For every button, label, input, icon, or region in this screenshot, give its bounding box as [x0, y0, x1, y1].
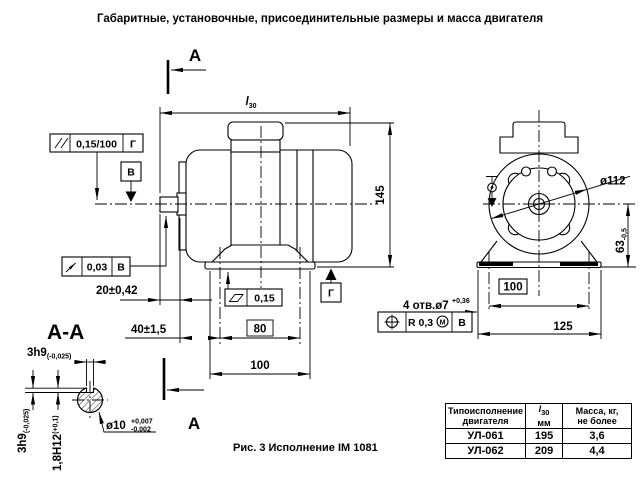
- dim-40: [125, 305, 220, 343]
- cell-model: УЛ-061: [446, 429, 526, 444]
- shaft: [160, 197, 178, 212]
- figure-caption: Рис. 3 Исполнение IM 1081: [233, 442, 378, 454]
- key-width-label: 3h9: [27, 347, 47, 359]
- section-cut-top: [168, 46, 206, 94]
- svg-text:3h9(-0,025): [27, 347, 71, 361]
- key-width-v-label: 3h9: [17, 433, 29, 453]
- runout-frame: [62, 216, 166, 276]
- dim-holes-80: [220, 320, 300, 338]
- header-l30: $l_{30}$ мм: [526, 404, 563, 429]
- key-width-tol: (-0,025): [46, 353, 72, 361]
- dim-axis-height: [601, 204, 636, 267]
- flatness-value: 0,15: [254, 292, 275, 305]
- dim-key-depth: [52, 370, 64, 471]
- dim-40-label: 40±1,5: [131, 324, 167, 336]
- section-letter-bottom: А: [187, 414, 201, 433]
- terminal-box-lid: [228, 122, 283, 140]
- page-title: Габаритные, установочные, присоединительные размеры и масса двигателя: [96, 13, 544, 25]
- datum-g: [321, 269, 341, 303]
- svg-text:l30: [246, 96, 257, 110]
- parallelism-value: 0,15/100: [76, 138, 117, 151]
- table-row: [446, 444, 632, 459]
- dim-shaft-dia: [99, 412, 156, 434]
- svg-text:1,8H12(+0,1): [52, 415, 64, 471]
- header-mass: Масса, кг, не более: [563, 404, 632, 429]
- main-side-view: [50, 46, 394, 433]
- runout-datum: В: [117, 261, 125, 274]
- runout-value: 0,03: [86, 261, 108, 274]
- flatness-frame: [225, 272, 282, 306]
- dim-80-label: 80: [253, 323, 267, 336]
- header-model: Типоисполнение двигателя: [446, 404, 526, 429]
- cell-model: УЛ-062: [446, 444, 526, 459]
- axis-height-tol: -0,5: [621, 228, 629, 241]
- section-a-a: [17, 321, 156, 471]
- section-letter-top: А: [188, 46, 202, 65]
- svg-text:63-0,5: [615, 228, 629, 253]
- table-header-row: [446, 404, 632, 429]
- dim-height-label: 145: [375, 185, 387, 205]
- dim-shaft-label: 20±0,42: [96, 285, 138, 297]
- dim-l30-sub: 30: [248, 103, 257, 110]
- base-width-label: 125: [553, 321, 573, 333]
- key-depth-label: 1,8H12: [52, 433, 64, 471]
- key-depth-tol: (+0,1): [52, 415, 60, 434]
- section-cut-bottom: [164, 358, 204, 433]
- foot-plate: [205, 262, 315, 269]
- front-100-label: 100: [503, 281, 523, 294]
- dim-l30-label: l: [245, 96, 249, 108]
- holes-note-sup: +0,36: [452, 298, 470, 305]
- front-view: [378, 110, 637, 339]
- cell-mass: 3,6: [563, 429, 632, 444]
- dim-100-label: 100: [250, 360, 270, 372]
- foot-pad-left: [479, 262, 513, 266]
- datum-b: [121, 162, 141, 202]
- cell-l30: 195: [526, 429, 563, 444]
- table-row: [446, 429, 632, 444]
- axis-height-label: 63: [615, 240, 627, 253]
- datum-triangle-icon: [326, 269, 337, 281]
- key-width-v-tol: (-0,025): [23, 408, 31, 434]
- shaft-dia-sup: +0,007: [131, 418, 153, 426]
- cell-mass: 4,4: [563, 444, 632, 459]
- dim-base-width: [478, 270, 601, 339]
- cell-l30: 209: [526, 444, 563, 459]
- parallelism-datum: Г: [130, 138, 136, 151]
- dim-key-width: [27, 347, 106, 386]
- mmc-label: M: [439, 319, 446, 327]
- datum-g-label: Г: [328, 287, 334, 300]
- terminal-box: [231, 140, 280, 152]
- datum-triangle-icon: [126, 192, 137, 203]
- spec-table: [445, 403, 632, 459]
- svg-text:3h9(-0,025): [17, 409, 31, 453]
- foot-pad-right: [560, 262, 598, 266]
- holes-note: [403, 298, 477, 312]
- position-value: R 0,3: [408, 317, 434, 329]
- shaft-dia-label: ø10: [106, 420, 126, 432]
- position-datum: В: [458, 317, 466, 329]
- flange-dia-label: ø112: [600, 175, 626, 188]
- shaft-dia-sub: -0,002: [131, 426, 151, 434]
- holes-note-label: 4 отв.ø7: [403, 300, 449, 312]
- dim-key-width-vertical: [17, 370, 33, 453]
- section-view-label: А-А: [47, 321, 85, 344]
- position-frame: [378, 312, 472, 332]
- datum-b-label: В: [127, 166, 135, 179]
